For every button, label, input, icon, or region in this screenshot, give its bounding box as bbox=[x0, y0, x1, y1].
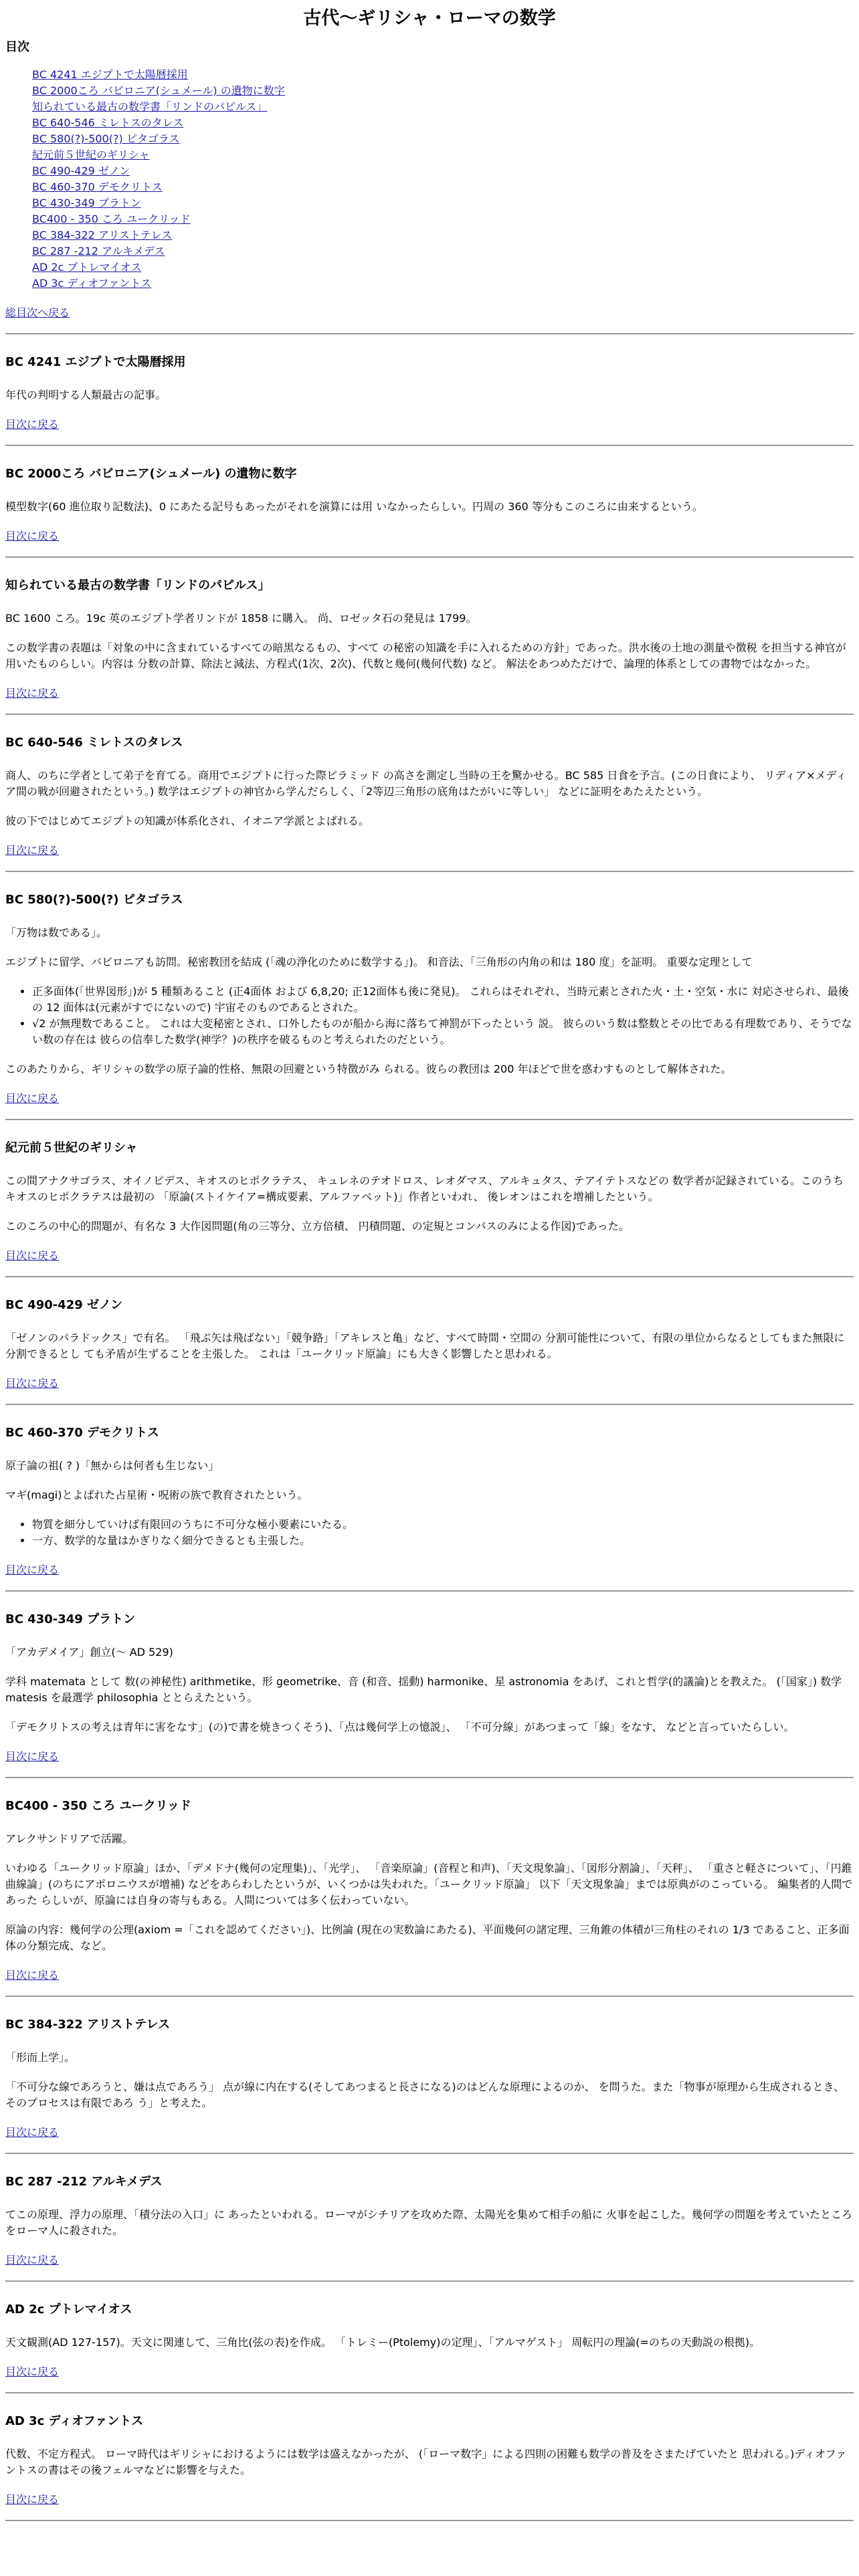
toc-link[interactable]: AD 3c ディオファントス bbox=[32, 277, 152, 290]
back-to-toc-link[interactable]: 目次に戻る bbox=[5, 530, 60, 543]
section-paragraph: BC 1600 ころ。19c 英のエジプト学者リンドが 1858 に購入。 尚、ロゼッタ石の発見は 1799。 bbox=[5, 612, 477, 625]
divider bbox=[5, 871, 854, 872]
toc-item bbox=[32, 83, 854, 99]
section bbox=[5, 1296, 854, 1405]
section-paragraph: このころの中心的問題が、有名な 3 大作図問題(角の三等分、立方倍積、 円積問題、の定規とコンパスのみによる作図)であった。 bbox=[5, 1220, 630, 1233]
toc-item bbox=[32, 179, 854, 195]
section bbox=[5, 2016, 854, 2154]
section-heading: BC 460-370 デモクリトス bbox=[5, 1426, 159, 1440]
back-to-toc-link[interactable]: 目次に戻る bbox=[5, 418, 60, 431]
toc-link[interactable]: BC 580(?)-500(?) ピタゴラス bbox=[32, 132, 180, 146]
section-paragraph: アレクサンドリアで活躍。 bbox=[5, 1832, 133, 1846]
section-paragraph: 原論の内容：幾何学の公理(axiom =「これを認めてください」)、比例論 (現在の実数論にあたる)、平面幾何の諸定理、三角錐の体積が三角柱のそれの 1/3 であること、正多面体の分類完成、など。 bbox=[5, 1923, 850, 1953]
divider bbox=[5, 445, 854, 446]
section-paragraph: この間アナクサゴラス、オイノピデス、キオスのヒポクラテス、 キュレネのテオドロス、レオダマス、アルキュタス、テアイテトスなどの 数学者が記録されている。このうちキオスのヒポクラテスは最初の 「原論(ストイケイア=構成要素、アルファベット)」作者といわれ、 後レオンはこれを増補したという。 bbox=[5, 1174, 844, 1204]
section-paragraph: いわゆる「ユークリッド原論」ほか、「デメドナ(幾何の定理集)」、「光学」、 「音楽原論」(音程と和声)、「天文現象論」、「図形分割論」、「天秤」、 「重さと軽さについて」、「円錐曲線論」(のちにアポロニウスが増補) などをあらわしたというが、いくつかは失われた。「ユークリッド原論」 以下「天文現象論」までは原典がのこっている。 編集者的人間であった らしいが、原論には自身の寄与もある。人間については多く伝わっていない。 bbox=[5, 1862, 853, 1907]
back-to-toc-link[interactable]: 目次に戻る bbox=[5, 1750, 60, 1763]
divider bbox=[5, 1777, 854, 1778]
back-to-toc-link[interactable]: 目次に戻る bbox=[5, 1377, 60, 1390]
bullet-list bbox=[5, 1517, 854, 1549]
main-index-link[interactable]: 総目次へ戻る bbox=[5, 306, 70, 320]
toc-link[interactable]: BC 430-349 プラトン bbox=[32, 197, 141, 210]
sections bbox=[5, 353, 854, 2521]
section bbox=[5, 1139, 854, 1277]
section bbox=[5, 465, 854, 558]
page bbox=[0, 7, 859, 2545]
section-paragraph: 「デモクリトスの考えは青年に害をなす」(の)で書を焼きつくそう)、「点は幾何学上の憶説」、 「不可分線」があつまって「線」をなす、 などと言っていたらしい。 bbox=[5, 1721, 795, 1734]
divider bbox=[5, 2392, 854, 2393]
back-to-toc-link[interactable]: 目次に戻る bbox=[5, 687, 60, 700]
toc-link[interactable]: BC 4241 エジプトで太陽暦採用 bbox=[32, 68, 188, 82]
toc-item bbox=[32, 276, 854, 292]
section-paragraph: 「不可分な線であろうと、嫌は点であろう」 点が線に内在する(そしてあつまると長さになる)のはどんな原理によるのか、 を問うた。また「物事が原理から生成されるとき、そのプロセスは有限であろ う」と考えた。 bbox=[5, 2080, 845, 2110]
toc-link[interactable]: BC 2000ころ バビロニア(シュメール) の遺物に数字 bbox=[32, 84, 285, 98]
section-paragraph: 代数、不定方程式。 ローマ時代はギリシャにおけるようには数学は盛えなかったが、 (「ローマ数字」による四則の困難も数学の普及をさまたげていたと 思われる。)ディオファントスの書はその後フェルマなどに影響を与えた。 bbox=[5, 2448, 847, 2477]
back-to-toc-link[interactable]: 目次に戻る bbox=[5, 2493, 60, 2506]
section-heading: BC 384-322 アリストテレス bbox=[5, 2018, 171, 2032]
section bbox=[5, 1610, 854, 1778]
section-heading: BC400 - 350 ころ ユークリッド bbox=[5, 1799, 191, 1814]
toc-heading: 目次 bbox=[5, 40, 29, 55]
section-paragraph: この数学書の表題は「対象の中に含まれているすべての暗黒なるもの、すべて の秘密の知識を手に入れるための方針」であった。洪水後の土地の測量や徴税 を担当する神官が用いたものらしい。内容は 分数の計算、除法と減法、方程式(1次、2次)、代数と幾何(幾何代数) など。 解法をあつめただけで、論理的体系としての書物ではなかった。 bbox=[5, 641, 846, 671]
toc-item bbox=[32, 67, 854, 83]
section-heading: 紀元前５世紀のギリシャ bbox=[5, 1141, 138, 1156]
divider bbox=[5, 1119, 854, 1120]
section-paragraph: 彼の下ではじめてエジプトの知識が体系化され、イオニア学派とよばれる。 bbox=[5, 815, 369, 828]
section-paragraph: 「ゼノンのパラドックス」で有名。 「飛ぶ矢は飛ばない」「競争路」「アキレスと亀」など、すべて時間・空間の 分割可能性について、有限の単位からなるとしてもまた無限に分割できるとし ても矛盾が生ずることを主張した。 これは「ユークリッド原論」にも大きく影響したと思われる。 bbox=[5, 1331, 845, 1361]
table-of-contents bbox=[5, 67, 854, 292]
bullet-item: • √2 が無理数であること。 これは大変秘密とされ、口外したものが船から海に落ちて神罰が下ったという 説。 彼らのいう数は整数とその比である有理数であり、そうでない数の存在は 彼らの信奉した数学(神学？)の秩序を破るものと考えられたのだという。 bbox=[32, 1016, 854, 1048]
divider bbox=[5, 1590, 854, 1592]
bullet-item: • 正多面体(「世界図形」)が 5 種類あること (正4面体 および 6,8,20; 正12面体も後に発見)。 これらはそれぞれ、当時元素とされた火・土・空気・水に 対応させられ、最後の 12 面体は(元素がすでにないので) 宇宙そのものであるとされた。 bbox=[32, 984, 854, 1016]
section-heading: BC 2000ころ バビロニア(シュメール) の遺物に数字 bbox=[5, 467, 297, 481]
section bbox=[5, 353, 854, 446]
toc-item bbox=[32, 131, 854, 147]
section-paragraph: 模型数字(60 進位取り記数法)、0 にあたる記号もあったがそれを演算には用 いなかったらしい。円周の 360 等分もこのころに由来するという。 bbox=[5, 500, 703, 514]
bullet-item: • 物質を細分していけば有限回のうちに不可分な極小要素にいたる。 bbox=[32, 1517, 854, 1533]
section bbox=[5, 1797, 854, 1997]
toc-item bbox=[32, 243, 854, 259]
section-heading: BC 580(?)-500(?) ピタゴラス bbox=[5, 893, 183, 907]
bullet-list bbox=[5, 984, 854, 1048]
toc-item bbox=[32, 259, 854, 276]
toc-item bbox=[32, 115, 854, 131]
section-heading: 知られている最古の数学書「リンドのパピルス」 bbox=[5, 578, 270, 593]
section-paragraph: 「形而上学」。 bbox=[5, 2051, 76, 2064]
section-paragraph: 商人、のちに学者として弟子を育てる。商用でエジプトに行った際ピラミッド の高さを測定し当時の王を驚かせる。BC 585 日食を予言。(この日食により、 リディア×メディア間の戦が回避されたという。) 数学はエジプトの神官から学んだらしく、「2等辺三角形の底角はたがいに等しい」 などに証明をあたえたという。 bbox=[5, 769, 847, 798]
toc-item bbox=[32, 211, 854, 227]
toc-link[interactable]: BC400 - 350 ころ ユークリッド bbox=[32, 213, 191, 226]
section-heading: BC 4241 エジプトで太陽暦採用 bbox=[5, 355, 186, 370]
section-paragraph: 原子論の祖( ? )「無からは何者も生じない」 bbox=[5, 1459, 219, 1473]
toc-link[interactable]: AD 2c プトレマイオス bbox=[32, 261, 142, 274]
toc-link[interactable]: BC 460-370 デモクリトス bbox=[32, 181, 163, 194]
section-heading: BC 640-546 ミレトスのタレス bbox=[5, 736, 183, 750]
toc-link[interactable]: 知られている最古の数学書「リンドのパピルス」 bbox=[32, 100, 268, 114]
divider bbox=[5, 1404, 854, 1405]
back-to-toc-link[interactable]: 目次に戻る bbox=[5, 1249, 60, 1263]
divider bbox=[5, 333, 854, 334]
section bbox=[5, 2173, 854, 2282]
divider bbox=[5, 1996, 854, 1997]
section bbox=[5, 891, 854, 1120]
divider bbox=[5, 714, 854, 715]
section-heading: AD 3c ディオファントス bbox=[5, 2414, 144, 2429]
section-paragraph: 学科 matemata として 数(の神秘性) arithmetike、形 geometrike、音 (和音、揺動) harmonike、星 astronomia をあげ、これと哲学(的議論)とを教えた。 (「国家」) 数学 matesis を最選学 philosophia ととらえたという。 bbox=[5, 1675, 842, 1705]
section-heading: BC 287 -212 アルキメデス bbox=[5, 2175, 163, 2189]
divider bbox=[5, 556, 854, 558]
page-title: 古代〜ギリシャ・ローマの数学 bbox=[303, 8, 556, 29]
toc-item bbox=[32, 99, 854, 115]
divider bbox=[5, 1276, 854, 1277]
toc-link[interactable]: BC 490-429 ゼノン bbox=[32, 165, 130, 178]
section-paragraph: このあたりから、ギリシャの数学の原子論的性格、無限の回避という特徴がみ られる。彼らの教団は 200 年ほどで世を惑わすものとして解体された。 bbox=[5, 1063, 732, 1076]
toc-link[interactable]: BC 287 -212 アルキメデス bbox=[32, 245, 165, 258]
section bbox=[5, 2412, 854, 2521]
toc-link[interactable]: BC 384-322 アリストテレス bbox=[32, 229, 173, 242]
bullet-item: • 一方、数学的な量はかぎりなく細分できるとも主張した。 bbox=[32, 1533, 854, 1549]
toc-link[interactable]: BC 640-546 ミレトスのタレス bbox=[32, 116, 184, 130]
toc-item bbox=[32, 195, 854, 211]
back-to-toc-link[interactable]: 目次に戻る bbox=[5, 1564, 60, 1577]
toc-link[interactable]: 紀元前５世紀のギリシャ bbox=[32, 148, 150, 162]
divider bbox=[5, 2520, 854, 2521]
section-paragraph: エジプトに留学、バビロニアも訪問。秘密教団を結成 (「魂の浄化のために数学する」)。 和音法、「三角形の内角の和は 180 度」を証明。 重要な定理として bbox=[5, 956, 753, 969]
back-to-toc-link[interactable]: 目次に戻る bbox=[5, 1969, 60, 1982]
back-to-toc-link[interactable]: 目次に戻る bbox=[5, 2365, 60, 2379]
toc-item bbox=[32, 163, 854, 179]
back-to-toc-link[interactable]: 目次に戻る bbox=[5, 1092, 60, 1105]
section-heading: BC 490-429 ゼノン bbox=[5, 1298, 123, 1313]
back-to-toc-link[interactable]: 目次に戻る bbox=[5, 2254, 60, 2267]
back-to-toc-link[interactable]: 目次に戻る bbox=[5, 2126, 60, 2139]
toc-item bbox=[32, 227, 854, 243]
section bbox=[5, 576, 854, 715]
section-heading: AD 2c プトレマイオス bbox=[5, 2302, 132, 2317]
section-paragraph: 年代の判明する人類最古の記事。 bbox=[5, 389, 167, 402]
section-paragraph: 「万物は数である」。 bbox=[5, 926, 108, 940]
section-heading: BC 430-349 プラトン bbox=[5, 1612, 136, 1627]
section-paragraph: マギ(magi)とよばれた占星術・呪術の族で教育されたという。 bbox=[5, 1489, 308, 1502]
section bbox=[5, 734, 854, 872]
section-paragraph: 天文観測(AD 127-157)。天文に関連して、三角比(弦の表)を作成。 「トレミー(Ptolemy)の定理」、「アルマゲスト」 周転円の理論(=のちの天動説の根拠)。 bbox=[5, 2336, 761, 2349]
section-paragraph: てこの原理、浮力の原理、「積分法の入口」に あったといわれる。ローマがシチリアを攻めた際、太陽光を集めて相手の船に 火事を起こした。幾何学の問題を考えていたところをローマ人に殺された。 bbox=[5, 2208, 853, 2238]
section-paragraph: 「アカデメイア」創立(〜 AD 529) bbox=[5, 1646, 173, 1659]
back-to-toc-link[interactable]: 目次に戻る bbox=[5, 844, 60, 857]
section bbox=[5, 2300, 854, 2393]
divider bbox=[5, 2280, 854, 2282]
section bbox=[5, 1424, 854, 1592]
divider bbox=[5, 2153, 854, 2154]
toc-item bbox=[32, 147, 854, 163]
